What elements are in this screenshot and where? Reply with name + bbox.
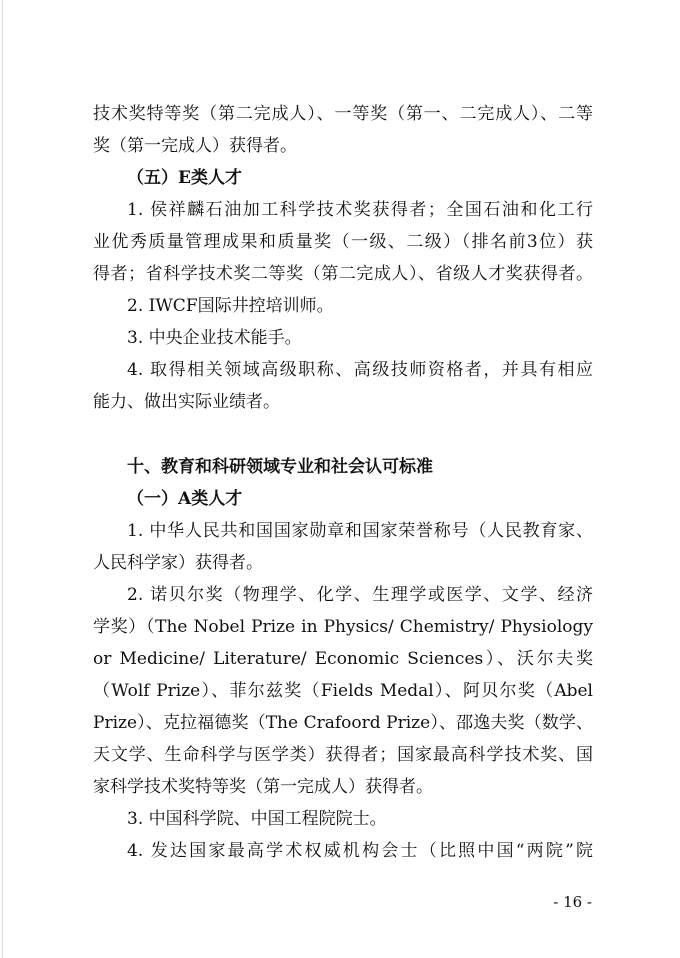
- text-line-e1-end: 得者；省科学技术奖二等奖（第二完成人）、省级人才奖获得者。: [93, 264, 593, 284]
- page-number: - 16 -: [553, 893, 592, 911]
- text-line-a2-5: Prize）、克拉福德奖（The Crafoord Prize）、邵逸夫奖（数学、: [93, 713, 593, 733]
- text-line-e2: 2. IWCF国际井控培训师。: [127, 296, 334, 316]
- text-line-e1-middle: 业优秀质量管理成果和质量奖（一级、二级）（排名前3位）获: [93, 232, 593, 252]
- text-line-e3: 3. 中央企业技术能手。: [127, 328, 302, 348]
- text-line-1: 技术奖特等奖（第二完成人）、一等奖（第一、二完成人）、二等: [93, 104, 593, 124]
- text-line-a2-end: 家科学技术奖特等奖（第一完成人）获得者。: [93, 777, 433, 797]
- text-line-a4-start: 4. 发达国家最高学术权威机构会士（比照中国“两院”院: [127, 841, 593, 861]
- scan-edge-line: [2, 0, 3, 958]
- text-line-e4-start: 4. 取得相关领域高级职称、高级技师资格者，并具有相应: [127, 360, 593, 380]
- chapter-heading-education-research: 十、教育和科研领域专业和社会认可标准: [127, 457, 433, 477]
- text-line-a2-3: or Medicine/ Literature/ Economic Sciences）、沃尔夫奖: [93, 649, 593, 669]
- text-line-2: 奖（第一完成人）获得者。: [93, 136, 297, 156]
- text-line-a1-end: 人民科学家）获得者。: [93, 553, 263, 573]
- text-line-a2-6: 天文学、生命科学与医学类）获得者；国家最高科学技术奖、国: [93, 745, 593, 765]
- text-line-a1-start: 1. 中华人民共和国国家勋章和国家荣誉称号（人民教育家、: [127, 521, 593, 541]
- text-line-a2-2: 学奖）（The Nobel Prize in Physics/ Chemistry/ Physiology: [93, 617, 593, 637]
- section-heading-a-class: （一）A类人才: [127, 489, 243, 509]
- text-line-a2-4: （Wolf Prize）、菲尔兹奖（Fields Medal）、阿贝尔奖（Abel: [93, 681, 593, 701]
- text-line-e4-end: 能力、做出实际业绩者。: [93, 392, 280, 412]
- text-line-a3: 3. 中国科学院、中国工程院院士。: [127, 809, 387, 829]
- section-heading-e-class: （五）E类人才: [127, 168, 242, 188]
- text-line-a2-start: 2. 诺贝尔奖（物理学、化学、生理学或医学、文学、经济: [127, 585, 593, 605]
- text-line-e1-start: 1. 侯祥麟石油加工科学技术奖获得者；全国石油和化工行: [127, 200, 593, 220]
